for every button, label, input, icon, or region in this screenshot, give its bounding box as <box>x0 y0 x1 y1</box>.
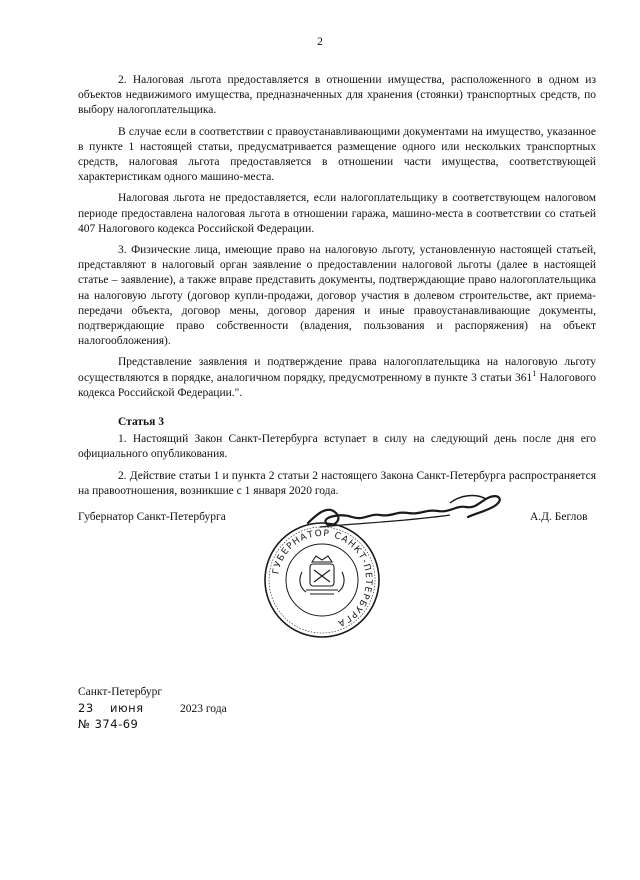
official-seal <box>262 520 382 645</box>
superscript-index: 1 <box>532 368 537 378</box>
signing-city: Санкт-Петербург <box>78 686 163 698</box>
article-3-paragraph-2: 2. Действие статьи 1 и пункта 2 статьи 2 настоящего Закона Санкт-Петербурга распространяется на правоотношения, возникшие с 1 января 2020 года. <box>78 469 596 497</box>
paragraph-2-3: 3. Физические лица, имеющие право на налоговую льготу, установленную настоящей статьей, представляют в налоговый орган заявление о предоставлении налоговой льготы (далее в настоящей статье – заявление), а также вправе представить документы, подтверждающие право налогоплательщика на налоговую льготу (договор купли-продажи, договор участия в долевом строительстве, акт приема-передачи объекта, договор мены, договор дарения и иные правоустанавливающие документы, подтверждающие право собственности (владения, пользования и распоряжения) на объект налогообложения). <box>78 244 596 348</box>
law-number: № 374-69 <box>78 717 139 731</box>
date-month: июня <box>110 700 144 715</box>
article-3-paragraph-1: 1. Настоящий Закон Санкт-Петербурга вступает в силу на следующий день после дня его официального опубликования. <box>78 433 596 461</box>
svg-text:ГУБЕРНАТОР САНКТ-ПЕТЕРБУРГА: ГУБЕРНАТОР САНКТ-ПЕТЕРБУРГА <box>271 528 374 629</box>
date-day: 23 <box>78 700 94 715</box>
paragraph-2-1-case: В случае если в соответствии с правоустанавливающими документами на имущество, указанное в пункте 1 настоящей статьи, предусматривается размещение одного или нескольких транспортных средств, налоговая льгота предоставляется в отношении части имущества, соответствующей характеристикам одного машино-места. <box>78 125 596 184</box>
procedure-text-end: Налогового кодекса Российской Федерации.". <box>78 371 596 399</box>
procedure-text: Представление заявления и подтверждение права налогоплательщика на налоговую льготу осуществляются в порядке, аналогичном порядку, предусмотренному в пункте 3 статьи 361 <box>78 356 596 384</box>
date-year: 2023 года <box>180 702 227 715</box>
page-number: 2 <box>317 36 323 48</box>
document-body <box>78 73 596 505</box>
paragraph-2-1: 2. Налоговая льгота предоставляется в отношении имущества, расположенного в одном из объектов недвижимого имущества, предназначенных для хранения (стоянки) транспортных средств, по выбору налогоплательщика. <box>78 74 596 117</box>
governor-name: А.Д. Беглов <box>530 511 588 523</box>
signing-date <box>78 701 227 718</box>
document-footer <box>78 685 227 734</box>
paragraph-2-3-procedure <box>78 355 596 401</box>
article-3-title: Статья 3 <box>118 416 164 429</box>
governor-title: Губернатор Санкт-Петербурга <box>78 511 226 523</box>
paragraph-2-1-exception: Налоговая льгота не предоставляется, если налогоплательщику в соответствующем налоговом периоде предоставлена налоговая льгота в отношении гаража, машино-места в соответствии со статьей 407 Налогового кодекса Российской Федерации. <box>78 192 596 235</box>
